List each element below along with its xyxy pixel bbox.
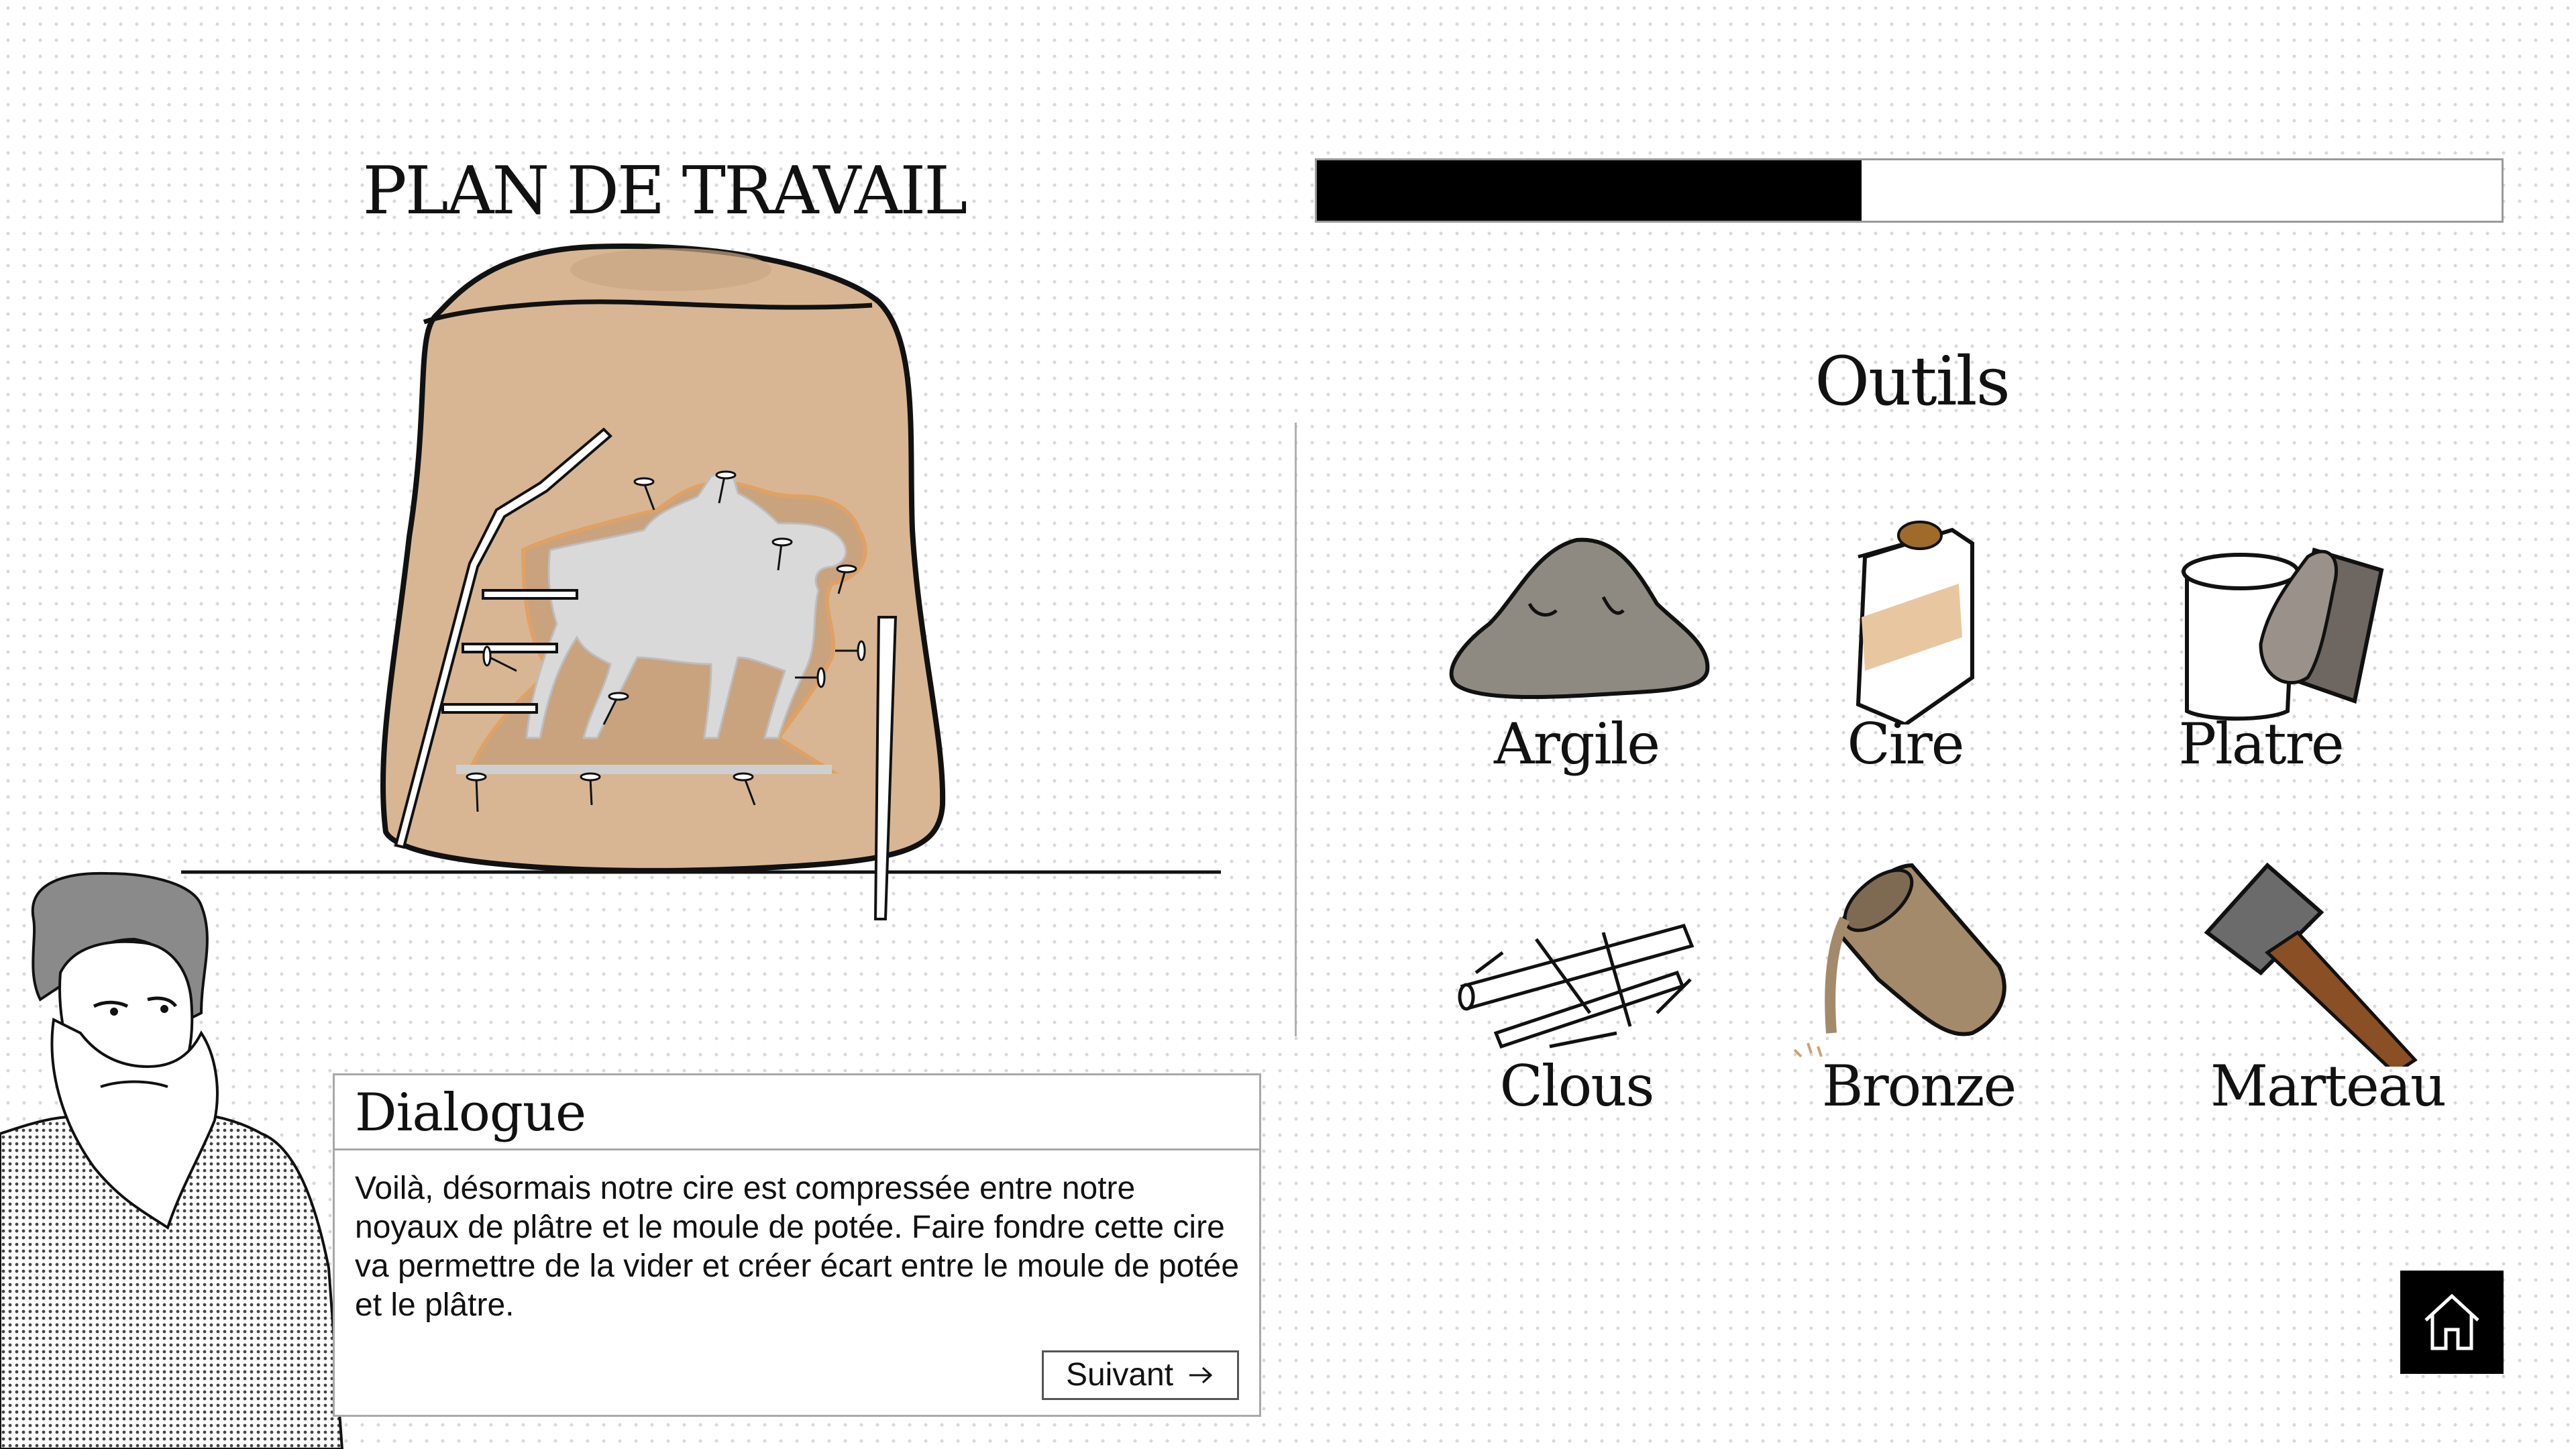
wax-icon [1731, 510, 2080, 724]
tool-clay[interactable] [1402, 510, 1751, 818]
home-icon [2400, 1271, 2504, 1374]
tool-plaster[interactable] [2086, 510, 2435, 818]
arrow-right-icon [1188, 1352, 1215, 1398]
progress-fill [1317, 160, 1862, 221]
tool-label: Marteau [2210, 1053, 2445, 1119]
clay-icon [1402, 510, 1751, 724]
home-button[interactable] [2400, 1271, 2504, 1374]
dialogue-text: Voilà, désormais notre cire est compressée entre notre noyaux de plâtre et le moule de potée. Faire fondre cette cire va permettre de la vider et créer écart entre le moule de potée et le plâtre. [355, 1171, 1240, 1323]
hammer-icon [2153, 852, 2502, 1067]
tool-bronze[interactable] [1744, 852, 2093, 1161]
tool-label: Cire [1847, 711, 1964, 777]
tools-title: Outils [1815, 342, 2009, 421]
vertical-divider [1295, 423, 1297, 1036]
tool-label: Argile [1493, 711, 1660, 777]
tool-nails[interactable] [1402, 852, 1751, 1161]
bronze-icon [1744, 852, 2093, 1067]
tool-wax[interactable] [1731, 510, 2080, 818]
next-button-label: Suivant [1065, 1357, 1174, 1393]
tool-label: Platre [2178, 711, 2343, 777]
sculptor-character [0, 865, 349, 1449]
dialogue-box [333, 1073, 1261, 1417]
mold-illustration [174, 228, 1261, 926]
next-button[interactable] [1042, 1350, 1239, 1400]
tool-hammer[interactable] [2153, 852, 2502, 1161]
tool-label: Bronze [1821, 1053, 2016, 1119]
workbench-title: PLAN DE TRAVAIL [362, 153, 966, 229]
plaster-icon [2086, 510, 2435, 724]
dialogue-title: Dialogue [335, 1075, 1259, 1150]
nails-icon [1402, 852, 1751, 1067]
progress-bar [1315, 158, 2504, 223]
tool-label: Clous [1499, 1053, 1654, 1119]
